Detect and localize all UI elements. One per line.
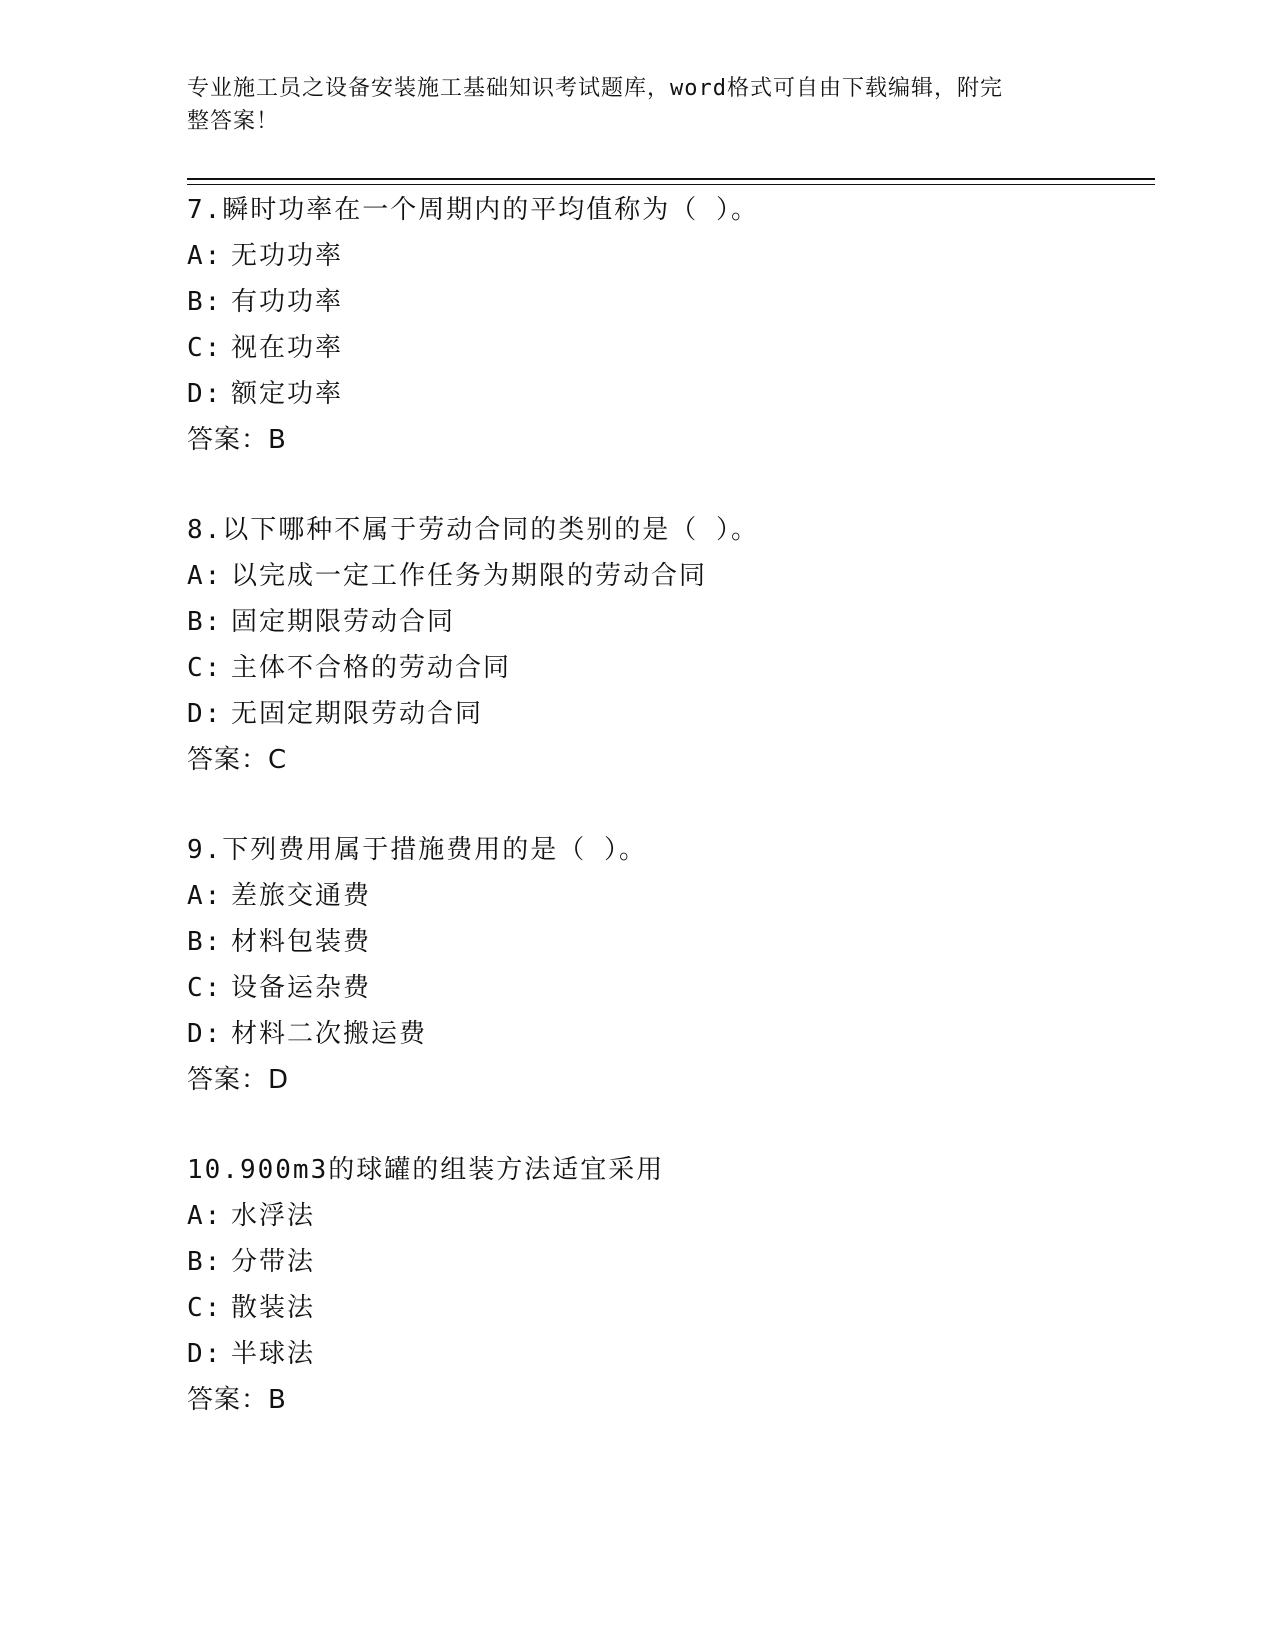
option-text: 无固定期限劳动合同	[231, 699, 484, 729]
option-text: 差旅交通费	[231, 881, 372, 911]
option-letter: D:	[187, 699, 223, 729]
option-letter: D:	[187, 1019, 223, 1049]
option-a	[187, 873, 1187, 919]
option-letter: D:	[187, 1339, 223, 1369]
question-7	[187, 187, 1187, 463]
option-letter: C:	[187, 973, 223, 1003]
option-d	[187, 1331, 1187, 1377]
option-b	[187, 599, 1187, 645]
option-text: 主体不合格的劳动合同	[231, 653, 512, 683]
option-letter: C:	[187, 653, 223, 683]
option-c	[187, 645, 1187, 691]
option-text: 水浮法	[231, 1201, 316, 1231]
answer-line: 答案：C	[187, 745, 288, 775]
answer-line: 答案：B	[187, 1385, 287, 1415]
option-d	[187, 371, 1187, 417]
option-text: 固定期限劳动合同	[231, 607, 456, 637]
option-letter: C:	[187, 333, 223, 363]
option-text: 分带法	[231, 1247, 316, 1277]
header-line-2: 整答案！	[187, 109, 280, 134]
option-text: 材料二次搬运费	[231, 1019, 428, 1049]
option-letter: D:	[187, 379, 223, 409]
question-8	[187, 507, 1187, 783]
document-header	[187, 72, 1067, 138]
option-text: 散装法	[231, 1293, 316, 1323]
option-letter: C:	[187, 1293, 223, 1323]
option-letter: A:	[187, 241, 223, 271]
option-text: 半球法	[231, 1339, 316, 1369]
option-a	[187, 1193, 1187, 1239]
option-b	[187, 1239, 1187, 1285]
option-text: 额定功率	[231, 379, 344, 409]
question-10	[187, 1147, 1187, 1423]
question-9	[187, 827, 1187, 1103]
option-b	[187, 919, 1187, 965]
option-text: 无功功率	[231, 241, 344, 271]
option-letter: B:	[187, 607, 223, 637]
option-a	[187, 233, 1187, 279]
option-c	[187, 965, 1187, 1011]
option-text: 材料包装费	[231, 927, 372, 957]
answer-line: 答案：B	[187, 425, 287, 455]
option-text: 视在功率	[231, 333, 344, 363]
option-a	[187, 553, 1187, 599]
option-text: 以完成一定工作任务为期限的劳动合同	[231, 561, 708, 591]
option-c	[187, 1285, 1187, 1331]
option-c	[187, 325, 1187, 371]
header-line-1: 专业施工员之设备安装施工基础知识考试题库，word格式可自由下载编辑，附完	[187, 76, 1003, 101]
option-letter: B:	[187, 1247, 223, 1277]
question-text: 8.以下哪种不属于劳动合同的类别的是（ ）。	[187, 515, 759, 545]
option-text: 有功功率	[231, 287, 344, 317]
option-b	[187, 279, 1187, 325]
option-letter: A:	[187, 881, 223, 911]
header-divider	[187, 178, 1155, 185]
answer-line: 答案：D	[187, 1065, 290, 1095]
option-letter: B:	[187, 927, 223, 957]
option-text: 设备运杂费	[231, 973, 372, 1003]
question-text: 9.下列费用属于措施费用的是（ ）。	[187, 835, 647, 865]
option-letter: A:	[187, 1201, 223, 1231]
option-d	[187, 1011, 1187, 1057]
question-text: 10.900m3的球罐的组装方法适宜采用	[187, 1155, 665, 1185]
option-letter: B:	[187, 287, 223, 317]
question-text: 7.瞬时功率在一个周期内的平均值称为（ ）。	[187, 195, 759, 225]
option-letter: A:	[187, 561, 223, 591]
option-d	[187, 691, 1187, 737]
